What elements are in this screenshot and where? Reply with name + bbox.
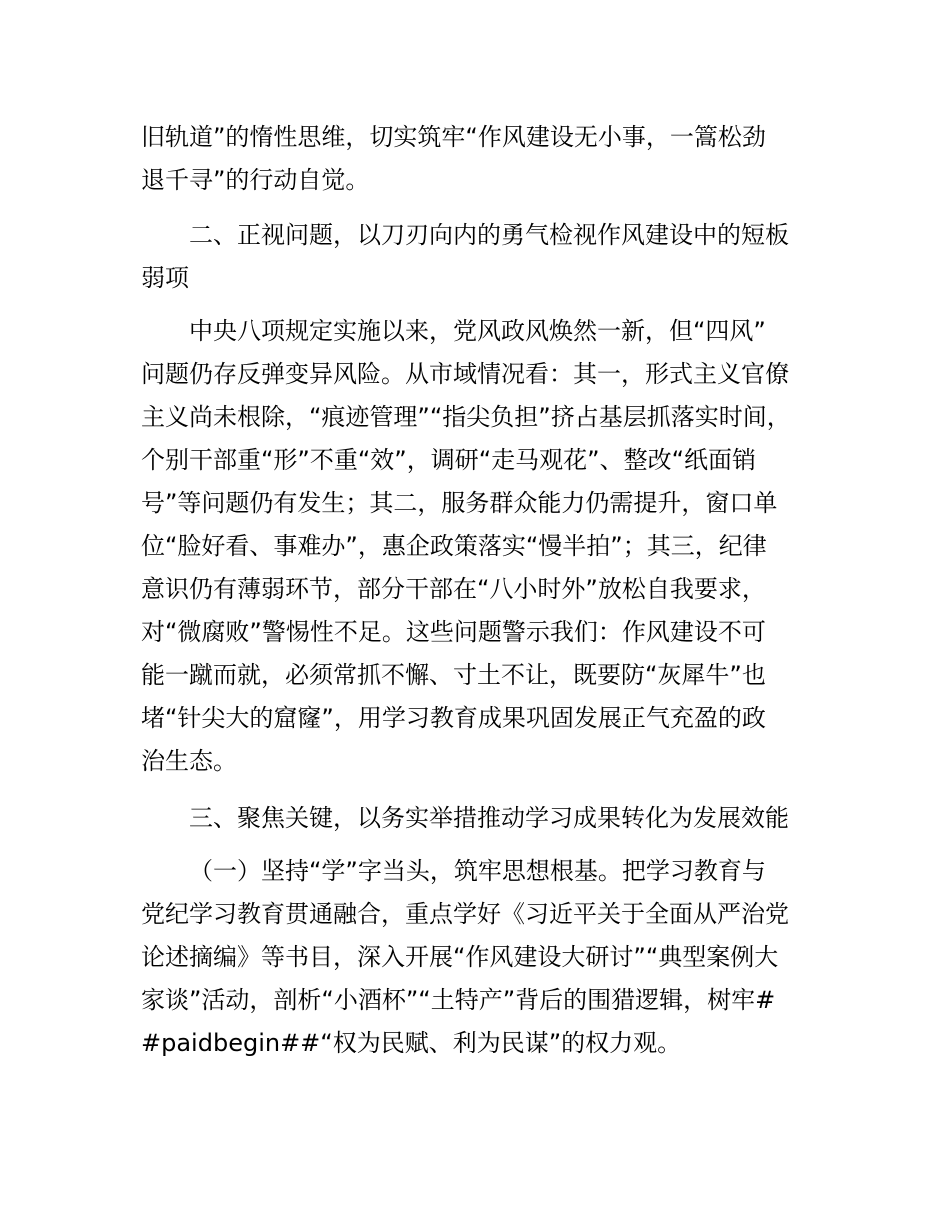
text-line: 党纪学习教育贯通融合，重点学好《习近平关于全面从严治党 — [141, 900, 789, 928]
text-line: 主义尚未根除，“痕迹管理”“指尖负担”挤占基层抓落实时间， — [141, 403, 791, 431]
text-line: 问题仍存反弹变异风险。从市域情况看：其一，形式主义官僚 — [141, 360, 789, 388]
text-line: 堵“针尖大的窟窿”，用学习教育成果巩固发展正气充盈的政 — [141, 704, 766, 732]
text-line: 退千寻”的行动自觉。 — [141, 166, 370, 194]
text-line: 二、正视问题，以刀刃向内的勇气检视作风建设中的短板 — [189, 221, 789, 249]
text-line: 位“脸好看、事难办”，惠企政策落实“慢半拍”；其三，纪律 — [141, 532, 767, 560]
body-paragraph — [141, 310, 841, 783]
text-line: 中央八项规定实施以来，党风政风焕然一新，但“四风” — [189, 317, 766, 345]
text-line: 个别干部重“形”不重“效”，调研“走马观花”、整改“纸面销 — [141, 446, 757, 474]
text-line: 论述摘编》等书目，深入开展“作风建设大研讨”“典型案例大 — [141, 943, 779, 971]
text-line: 治生态。 — [141, 747, 237, 775]
text-line: 意识仍有薄弱环节，部分干部在“八小时外”放松自我要求， — [141, 575, 766, 603]
text-line: 能一蹴而就，必须常抓不懈、寸土不让，既要防“灰犀牛”也 — [141, 661, 766, 689]
text-line: 号”等问题仍有发生；其二，服务群众能力仍需提升，窗口单 — [141, 489, 778, 517]
section-heading-three — [141, 797, 841, 840]
text-line: （一）坚持“学”字当头，筑牢思想根基。把学习教育与 — [189, 857, 766, 885]
subsection-paragraph — [141, 850, 841, 1065]
text-line: 弱项 — [141, 264, 189, 292]
text-line: 家谈”活动，剖析“小酒杯”“土特产”背后的围猎逻辑，树牢# — [141, 986, 776, 1014]
text-line: 对“微腐败”警惕性不足。这些问题警示我们：作风建设不可 — [141, 618, 766, 646]
paragraph-continuation — [141, 116, 841, 202]
section-heading-two — [141, 214, 841, 300]
text-line: #paidbegin##“权为民赋、利为民谋”的权力观。 — [141, 1029, 682, 1057]
text-line: 三、聚焦关键，以务实举措推动学习成果转化为发展效能 — [189, 804, 789, 832]
text-line: 旧轨道”的惰性思维，切实筑牢“作风建设无小事，一篙松劲 — [141, 123, 766, 151]
